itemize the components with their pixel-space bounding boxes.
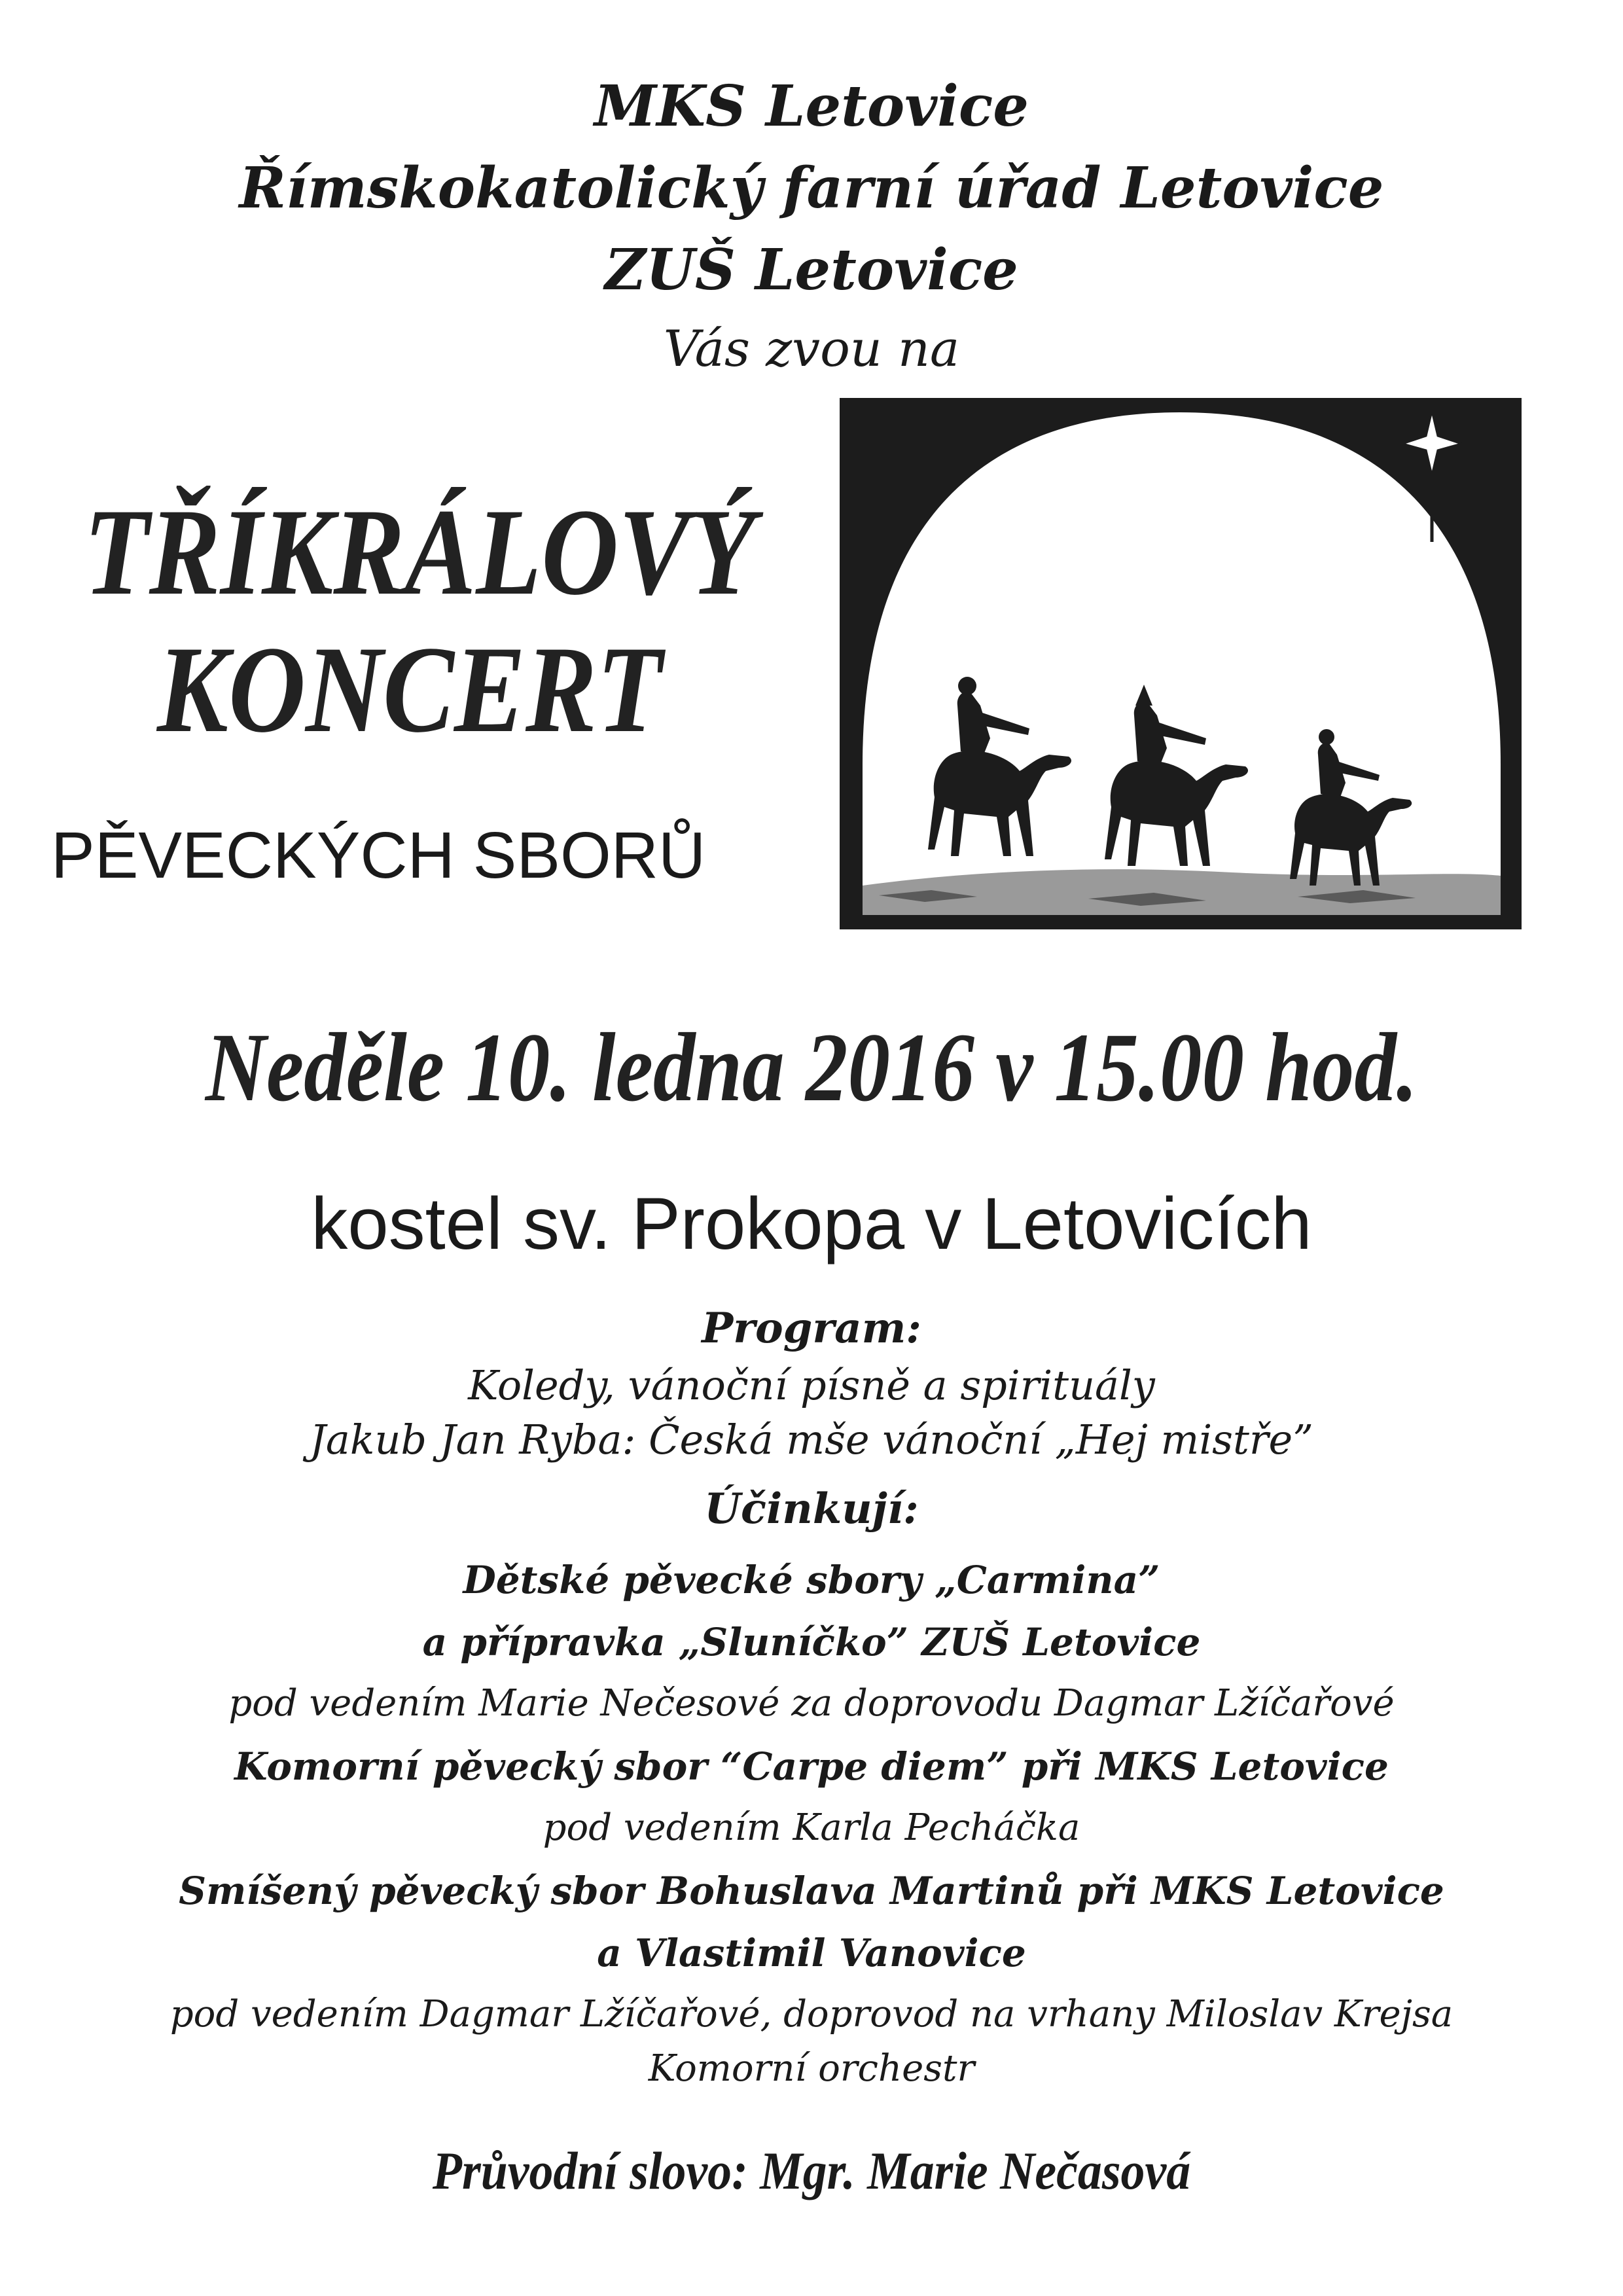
- performer-line: Komorní orchestr: [648, 2047, 975, 2090]
- program-item: Jakub Jan Ryba: Česká mše vánoční „Hej mistře”: [310, 1416, 1313, 1463]
- organizer-mks: MKS Letovice: [594, 73, 1029, 139]
- three-kings-camels-star-icon: [840, 398, 1522, 929]
- event-venue: kostel sv. Prokopa v Letovicích: [311, 1183, 1312, 1265]
- title-line-1: TŘÍKRÁLOVÝ: [84, 484, 755, 621]
- invitation-text: Vás zvou na: [663, 319, 960, 378]
- organizer-parish-office: Římskokatolický farní úřad Letovice: [239, 155, 1384, 221]
- program-heading: Program:: [702, 1304, 921, 1353]
- title-line-2: KONCERT: [157, 621, 662, 759]
- program-item: Koledy, vánoční písně a spirituály: [468, 1361, 1155, 1409]
- performer-line: a Vlastimil Vanovice: [597, 1931, 1026, 1975]
- event-datetime: Neděle 10. ledna 2016 v 15.00 hod.: [205, 1013, 1418, 1122]
- performer-line: pod vedením Dagmar Lžíčařové, doprovod na vrhany Miloslav Krejsa: [169, 1993, 1454, 2036]
- performer-line: pod vedením Karla Pecháčka: [543, 1806, 1080, 1849]
- performer-line: pod vedením Marie Nečesové za doprovodu Dagmar Lžíčařové: [228, 1682, 1395, 1725]
- performer-line: Komorní pěvecký sbor “Carpe diem” při MKS Letovice: [234, 1744, 1389, 1789]
- performer-line: a přípravka „Sluníčko” ZUŠ Letovice: [422, 1620, 1201, 1664]
- organizer-zus: ZUŠ Letovice: [605, 237, 1018, 303]
- performer-line: Smíšený pěvecký sbor Bohuslava Martinů při MKS Letovice: [179, 1869, 1444, 1913]
- three-kings-illustration: [840, 398, 1522, 929]
- closing-words: Průvodní slovo: Mgr. Marie Nečasová: [432, 2141, 1191, 2200]
- performer-line: Dětské pěvecké sbory „Carmina”: [463, 1558, 1160, 1602]
- subtitle: PĚVECKÝCH SBORŮ: [51, 819, 706, 892]
- performers-heading: Účinkují:: [704, 1484, 919, 1534]
